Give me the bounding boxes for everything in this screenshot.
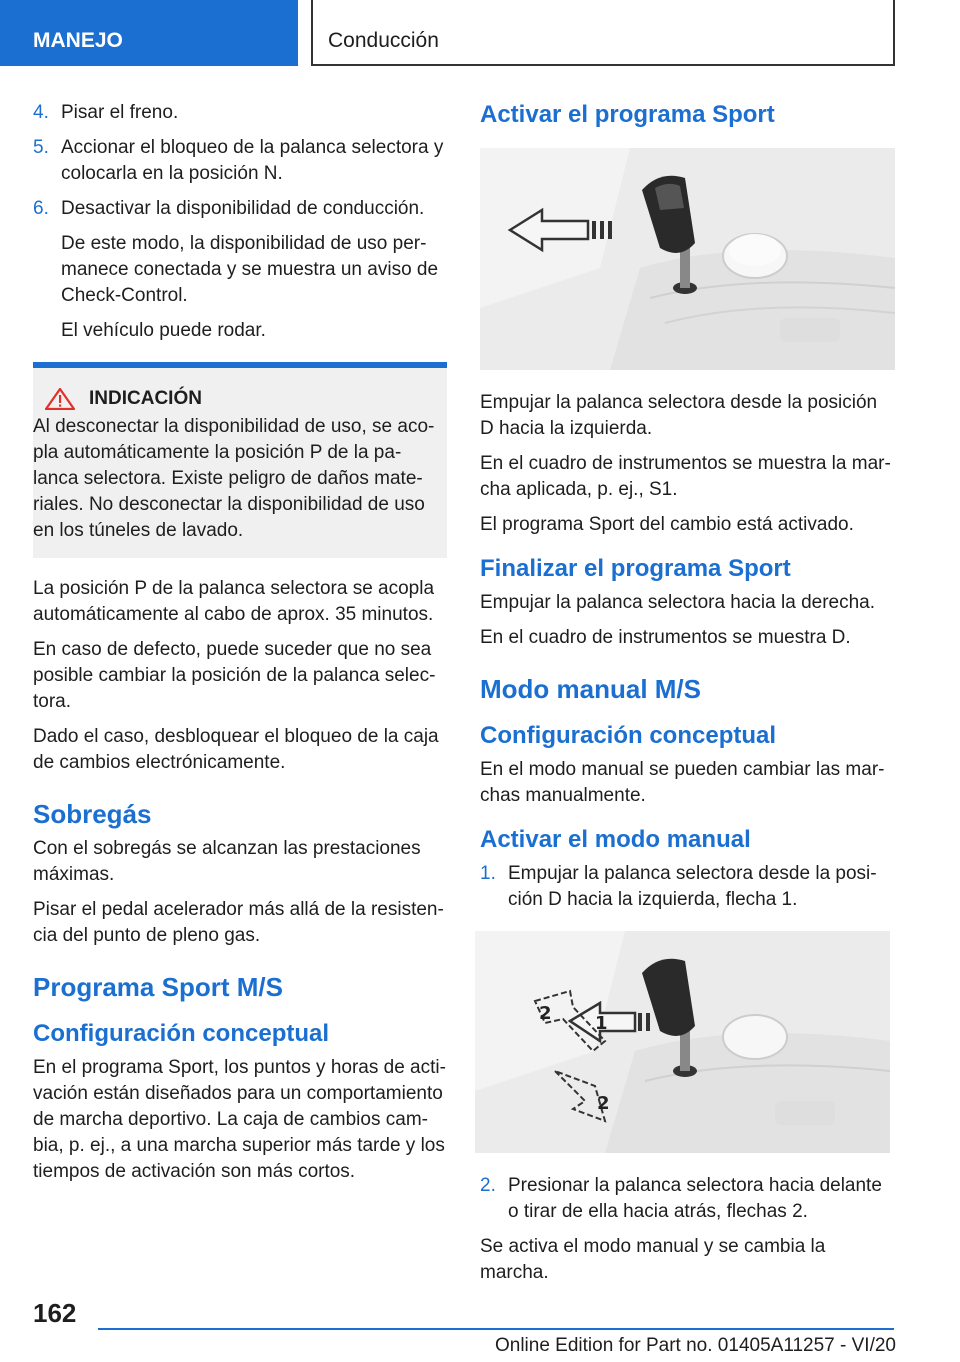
footer-edition: Online Edition for Part no. 01405A11257 - VI/20	[494, 1335, 896, 1356]
arrow-label-1: 1	[595, 1013, 608, 1034]
step-number: 1.	[480, 863, 496, 884]
step-4	[33, 100, 447, 126]
footer-divider	[98, 1328, 894, 1330]
step-number: 5.	[33, 137, 49, 158]
paragraph: En el cuadro de instrumentos se muestra D.	[480, 627, 851, 648]
step-text: Empujar la palanca selectora desde la posición D hacia la izquierda, flecha 1.	[508, 863, 877, 910]
section-tab: MANEJO	[0, 0, 298, 66]
step-6-note: El vehículo puede rodar.	[61, 320, 266, 341]
warning-triangle-icon	[45, 388, 75, 410]
heading-end-sport: Finalizar el programa Sport	[480, 555, 791, 582]
step-text: Desactivar la disponibilidad de conducción.	[61, 198, 425, 219]
heading-sobregas: Sobregás	[33, 799, 152, 829]
step-text: Accionar el bloqueo de la palanca selectora y colocarla en la posición N.	[61, 137, 444, 184]
paragraph: Con el sobregás se alcanzan las prestaciones máximas.	[33, 838, 421, 885]
step-number: 6.	[33, 198, 49, 219]
manual-step-1	[480, 861, 896, 913]
heading-manual-concept: Configuración conceptual	[480, 722, 777, 749]
paragraph: En el cuadro de instrumentos se muestra la marcha aplicada, p. ej., S1.	[480, 453, 891, 500]
left-column	[33, 100, 447, 1194]
arrow-label-2-back: 2	[597, 1093, 610, 1114]
paragraph: Empujar la palanca selectora hacia la derecha.	[480, 592, 876, 613]
paragraph: Pisar el pedal acelerador más allá de la resistencia del punto de pleno gas.	[33, 899, 444, 946]
notice-title: INDICACIÓN	[89, 388, 202, 409]
heading-activate-manual: Activar el modo manual	[480, 826, 751, 853]
notice-header	[33, 386, 435, 412]
right-column	[480, 100, 896, 1295]
chapter-title: Conducción	[311, 0, 895, 66]
paragraph: Dado el caso, desbloquear el bloqueo de la caja de cambios electrónicamente.	[33, 726, 439, 773]
heading-activate-sport: Activar el programa Sport	[480, 101, 775, 128]
heading-concept: Configuración conceptual	[33, 1020, 330, 1047]
step-number: 4.	[33, 102, 49, 123]
paragraph: Se activa el modo manual y se cambia la marcha.	[480, 1236, 826, 1283]
figure-selector-lever-left	[480, 148, 895, 370]
step-text: Presionar la palanca selectora hacia delante o tirar de ella hacia atrás, flechas 2.	[508, 1175, 882, 1222]
heading-manual-mode: Modo manual M/S	[480, 674, 701, 704]
paragraph: En el modo manual se pueden cambiar las marchas manualmente.	[480, 759, 885, 806]
step-text: Pisar el freno.	[61, 102, 179, 123]
paragraph: La posición P de la palanca selectora se acopla automáticamente al cabo de aprox. 35 minutos.	[33, 578, 435, 625]
notice-text: Al desconectar la disponibilidad de uso, se acopla automáticamente la posición P de la palanca selectora. Existe peligro de daños materiales. No desconectar la disponibilidad de uso en los túneles de lavado.	[33, 416, 435, 541]
figure-selector-lever-manual	[475, 931, 890, 1153]
manual-step-2	[480, 1173, 896, 1225]
page-number: 162	[33, 1298, 77, 1328]
paragraph: En caso de defecto, puede suceder que no sea posible cambiar la posición de la palanca selectora.	[33, 639, 436, 712]
step-5	[33, 135, 447, 187]
step-6	[33, 196, 447, 222]
notice-box	[33, 362, 447, 558]
paragraph: En el programa Sport, los puntos y horas de activación están diseñados para un comportamiento de marcha deportivo. La caja de cambios cambia, p. ej., a una marcha superior más tarde y los tiempos de activación son más cortos.	[33, 1057, 446, 1182]
paragraph: El programa Sport del cambio está activado.	[480, 514, 854, 535]
heading-sport-program: Programa Sport M/S	[33, 972, 283, 1002]
step-number: 2.	[480, 1175, 496, 1196]
paragraph: Empujar la palanca selectora desde la posición D hacia la izquierda.	[480, 392, 878, 439]
arrow-label-2-forward: 2	[539, 1003, 552, 1024]
step-6-detail: De este modo, la disponibilidad de uso permanece conectada y se muestra un aviso de Check-Control.	[61, 233, 439, 306]
